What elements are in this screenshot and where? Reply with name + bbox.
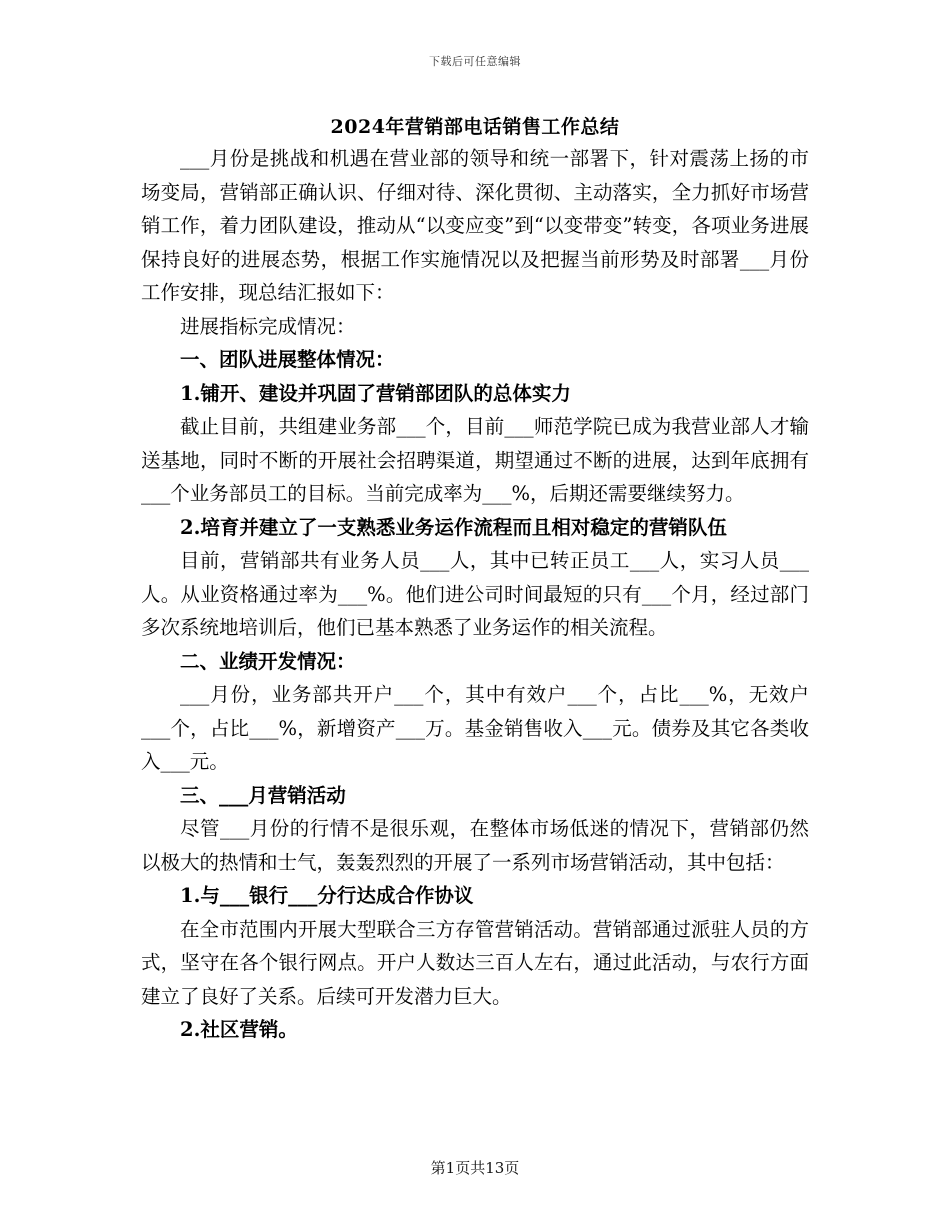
document-title: 2024年营销部电话销售工作总结	[330, 116, 620, 138]
intro-paragraph: ___月份是挑战和机遇在营业部的领导和统一部署下，针对震荡上扬的市场变局，营销部正确认识、仔细对待、深化贯彻、主动落实，全力抓好市场营销工作，着力团队建设，推动从“以变应变”到“以变带变”转变，各项业务进展保持良好的进展态势，根据工作实施情况以及把握当前形势及时部署___月份工作安排，现总结汇报如下：	[141, 147, 809, 304]
section-heading-marketing: 三、___月营销活动	[180, 783, 346, 807]
subheading-bank-agreement: 1.与___银行___分行达成合作协议	[180, 884, 474, 907]
subheading-community-marketing: 2.社区营销。	[180, 1018, 298, 1041]
paragraph-performance: ___月份，业务部共开户___个，其中有效户___个，占比___%，无效户___个，占比___%，新增资产___万。基金销售收入___元。债券及其它各类收入___元。	[141, 683, 809, 773]
paragraph-sales-team: 目前，营销部共有业务人员___人，其中已转正员工___人，实习人员___人。从业资格通过率为___%。他们进公司时间最短的只有___个月，经过部门多次系统地培训后，他们已基本熟悉了业务运作的相关流程。	[141, 549, 809, 639]
subheading-sales-team: 2.培育并建立了一支熟悉业务运作流程而且相对稳定的营销队伍	[180, 515, 727, 539]
document-body	[141, 142, 809, 1047]
paragraph-marketing: 尽管___月份的行情不是很乐观，在整体市场低迷的情况下，营销部仍然以极大的热情和士气，轰轰烈烈的开展了一系列市场营销活动，其中包括：	[141, 817, 809, 874]
section-heading-performance: 二、业绩开发情况：	[180, 649, 356, 673]
section-heading-team: 一、团队进展整体情况：	[180, 348, 395, 371]
page-number: 第1页共13页	[430, 1159, 520, 1177]
progress-indicator-label: 进展指标完成情况：	[180, 314, 356, 338]
subheading-team-strength: 1.铺开、建设并巩固了营销部团队的总体实力	[180, 381, 571, 405]
paragraph-bank-agreement: 在全市范围内开展大型联合三方存管营销活动。营销部通过派驻人员的方式，坚守在各个银行网点。开户人数达三百人左右，通过此活动，与农行方面建立了良好了关系。后续可开发潜力巨大。	[141, 917, 809, 1008]
download-note: 下载后可任意编辑	[429, 55, 521, 68]
paragraph-team-strength: 截止目前，共组建业务部___个，目前___师范学院已成为我营业部人才输送基地，同时不断的开展社会招聘渠道，期望通过不断的进展，达到年底拥有___个业务部员工的目标。当前完成率为___%，后期还需要继续努力。	[141, 415, 809, 505]
